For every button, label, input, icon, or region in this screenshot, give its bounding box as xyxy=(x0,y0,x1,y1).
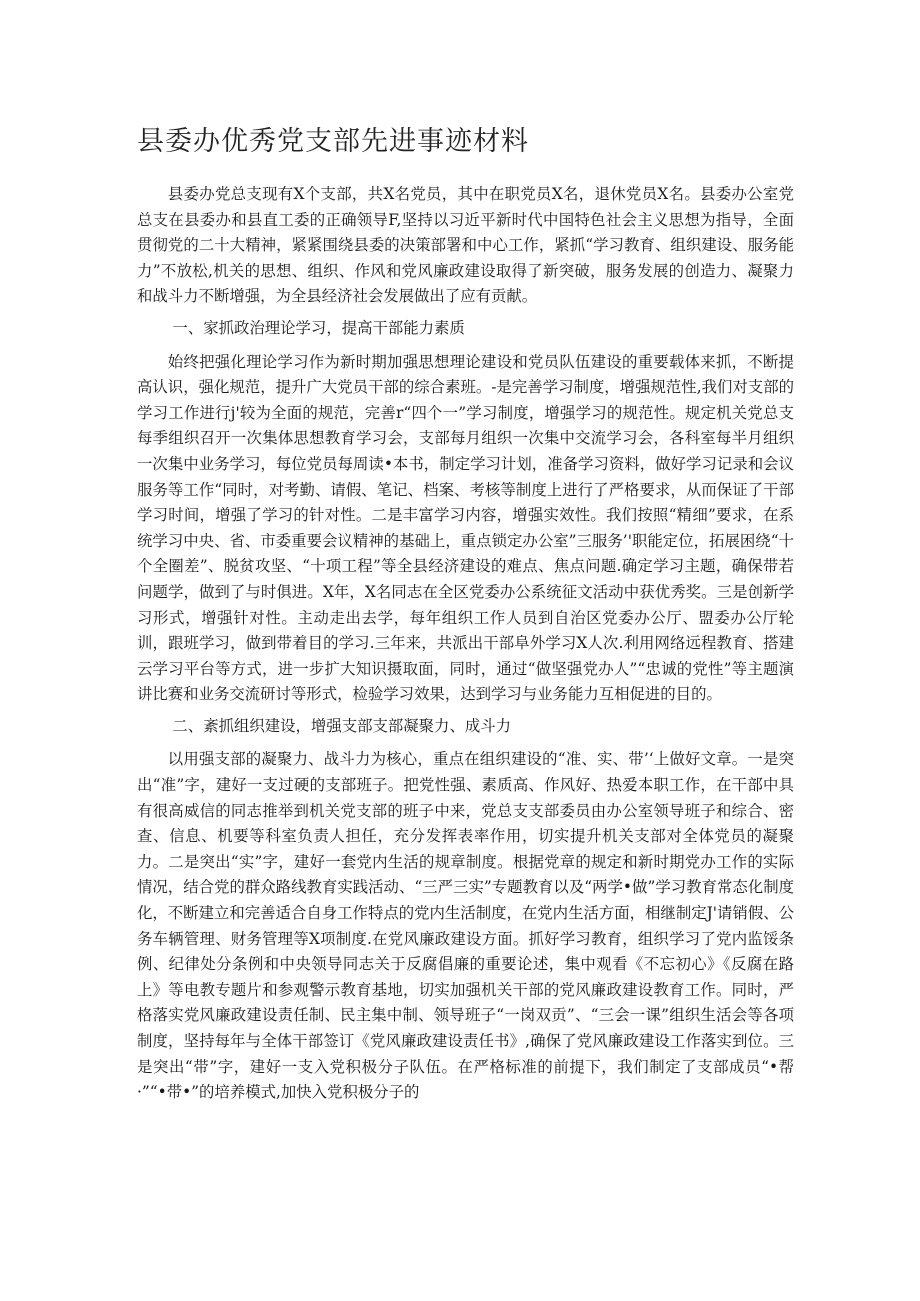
section-paragraph-2: 以用强支部的凝聚力、战斗力为核心，重点在组织建设的“准、实、带’‘上做好文章。一是突出“准”字，建好一支过硬的支部班子。把党性强、素质高、作风好、热爱本职工作，在干部中具有很高威信的同志推举到机关党支部的班子中来，党总支支部委员由办公室领导班子和综合、密查、信息、机要等科室负责人担任，充分发挥表率作用，切实提升机关支部对全体党员的凝聚力。二是突出“实”字，建好一套党内生活的规章制度。根据党章的规定和新时期党办工作的实际情况，结合党的群众路线教育实践活动、“三严三实”专题教育以及“两学•做”学习教育常态化制度化，不断建立和完善适合自身工作特点的党内生活制度，在党内生活方面，相继制定J'请销假、公务车辆管理、财务管理等X项制度.在党风廉政建设方面。抓好学习教育，组织学习了党内监馁条例、纪律处分条例和中央领导同志关于反腐倡廉的重要论述，集中观看《不忘初心》《反腐在路上》等电教专题片和参观警示教育基地，切实加强机关干部的党风廉政建设教育工作。同时，严格落实党风廉政建设责任制、民主集中制、领导班子“一岗双贡”、“三会一课”组织生活会等各项制度，坚持每年与全体干部签订《党风廉政建设责任书》,确保了党风廉政建设工作落实到位。三是突出“带”字，建好一支入党积极分子队伍。在严格标准的前提下，我们制定了支部成员“•帮·”“•带•”的培养模式,加快入党积极分子的 xyxy=(137,750,794,1102)
section-heading-2: 二、紊抓组织建设，增强支部支部凝聚力、成斗力 xyxy=(172,716,512,735)
intro-paragraph: 县委办党总支现有X个支部，共X名党员，其中在职党员X名，退休党员X名。县委办公室党总支在县委办和县直工委的正确领导F,坚持以习近平新时代中国特色社会主义思想为指导，全面贯彻党的二十大精神，紧紧围绕县委的决策部署和中心工作，紧抓“学习教育、组织建设、服务能力”不放松,机关的思想、组织、作风和党风廉政建设取得了新突破，服务发展的创造力、凝聚力和战斗力不断增强，为全县经济社会发展做出了应有贡献。 xyxy=(137,185,794,306)
document-page xyxy=(137,122,794,1106)
section-paragraph-1: 始终把强化理论学习作为新时期加强思想理论建设和党员队伍建设的重要载体来抓，不断提高认识，强化规范，提升广大党员干部的综合素班。-是完善学习制度，增强规范性,我们对支部的学习工作进行j'较为全面的规范，完善r“四个一”学习制度，增强学习的规范性。规定机关党总支每季组织召开一次集体思想教育学习会，支部每月组织一次集中交流学习会，各科室每半月组织一次集中业务学习，每位党员每周读•本书，制定学习计划，准备学习资料，做好学习记录和会议服务等工作“同时，对考勤、请假、笔记、档案、考核等制度上进行了严格要求，从而保证了干部学习时间，增强了学习的针对性。二是丰富学习内容，增强实效性。我们按照“精细”要求，在系统学习中央、省、市委重要会议精神的基础上，重点锁定办公室”三服务’'职能定位，拓展困绕“十个全圈差”、脱贫攻坚、“十项工程”等全县经济建设的难点、焦点问题.确定学习主题，确保带若问题学，做到了与时俱进。X年，X名同志在全区党委办公系统征文活动中获优秀奖。三是创新学习形式，增强针对性。主动走出去学，每年组织工作人员到自治区党委办公厅、盟委办公厅轮训，跟班学习，做到带着目的学习.三年来，共派出干部阜外学习X人次.利用网络远程教育、搭建云学习平台等方式，进一步扩大知识摄取面，同时，通过“做坚强党办人”“忠诚的党性”等主题演讲比赛和业务交流研讨等形式，检验学习效果，达到学习与业务能力互相促进的目的。 xyxy=(137,352,794,704)
section-heading-1: 一、家抓政治理论学习，提高干部能力素质 xyxy=(172,318,465,337)
document-title: 县委办优秀党支部先进事迹材料 xyxy=(137,126,529,157)
